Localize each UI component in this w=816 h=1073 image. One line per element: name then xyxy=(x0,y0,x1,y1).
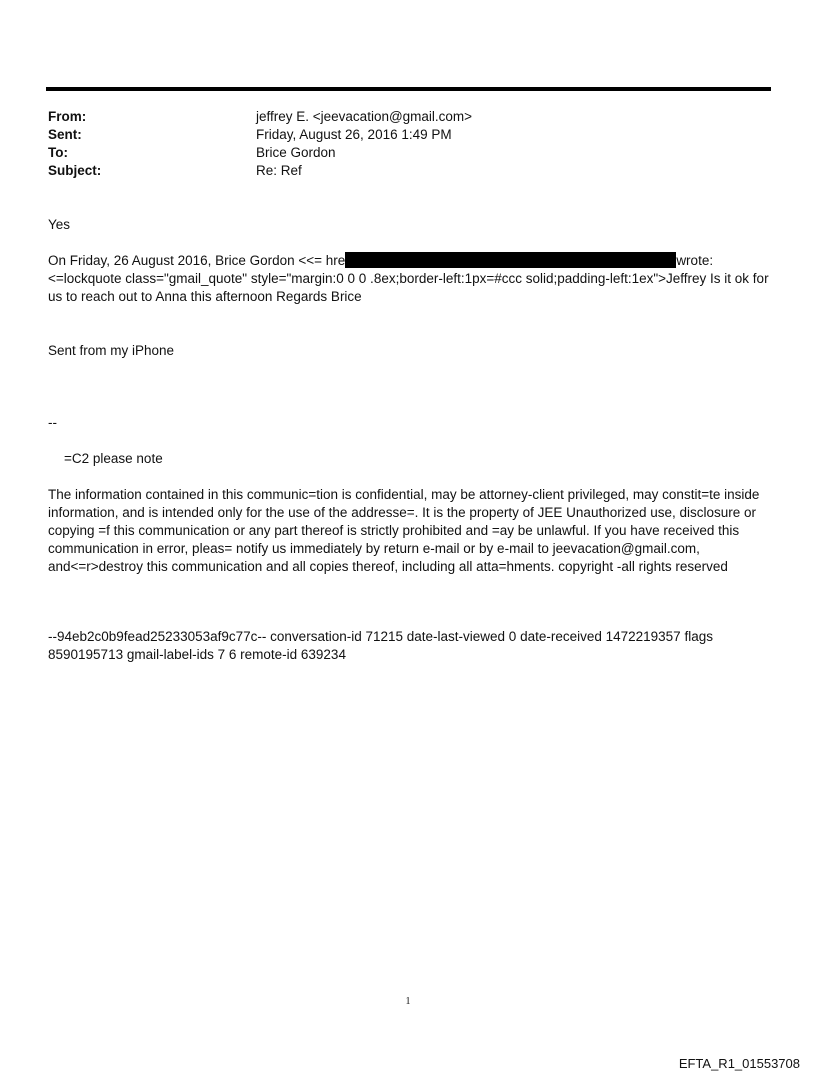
signature-device: Sent from my iPhone xyxy=(48,343,175,358)
to-label: To: xyxy=(48,145,68,160)
from-label: From: xyxy=(48,109,87,124)
redaction-bar xyxy=(345,252,676,268)
quote-intro-start: On Friday, 26 August 2016, Brice Gordon <<= hre xyxy=(48,253,346,268)
from-row xyxy=(48,108,768,126)
from-value: jeffrey E. <jeevacation@gmail.com> xyxy=(256,109,473,124)
email-header xyxy=(48,108,768,180)
to-row xyxy=(48,144,768,162)
subject-row xyxy=(48,162,768,180)
document-id: EFTA_R1_01553708 xyxy=(678,1056,800,1071)
to-value: Brice Gordon xyxy=(256,145,336,160)
subject-value: Re: Ref xyxy=(256,163,302,178)
signature-separator: -- xyxy=(48,415,57,430)
message-metadata: --94eb2c0b9fead25233053af9c77c-- conversation-id 71215 date-last-viewed 0 date-received 1472219357 flags 8590195713 gmail-label-ids 7 6 remote-id 639234 xyxy=(48,629,713,662)
sent-row xyxy=(48,126,768,144)
quote-intro-end: wrote: xyxy=(676,253,714,268)
sent-label: Sent: xyxy=(48,127,82,142)
reply-text: Yes xyxy=(48,217,71,232)
confidentiality-disclaimer: The information contained in this communic=tion is confidential, may be attorney-client privileged, may constit=te inside information, and is intended only for the use of the addresse=. It is the property of JEE Unauthorized use, disclosure or copying =f this communication or any part thereof is strictly prohibited and =ay be unlawful. If you have received this communication in error, pleas= notify us immediately by return e-mail or by e-mail to jeevacation@gmail.com, and<=r>destroy this communication and all copies thereof, including all atta=hments. copyright -all rights reserved xyxy=(48,487,760,574)
subject-label: Subject: xyxy=(48,163,102,178)
header-rule xyxy=(46,87,771,91)
sent-value: Friday, August 26, 2016 1:49 PM xyxy=(256,127,452,142)
page-number: 1 xyxy=(405,996,411,1007)
please-note: =C2 please note xyxy=(64,451,163,466)
quoted-message: <=lockquote class="gmail_quote" style="margin:0 0 0 .8ex;border-left:1px=#ccc solid;padding-left:1ex">Jeffrey Is it ok for us to reach out to Anna this afternoon Regards Brice xyxy=(48,271,769,304)
quote-intro xyxy=(48,252,774,270)
